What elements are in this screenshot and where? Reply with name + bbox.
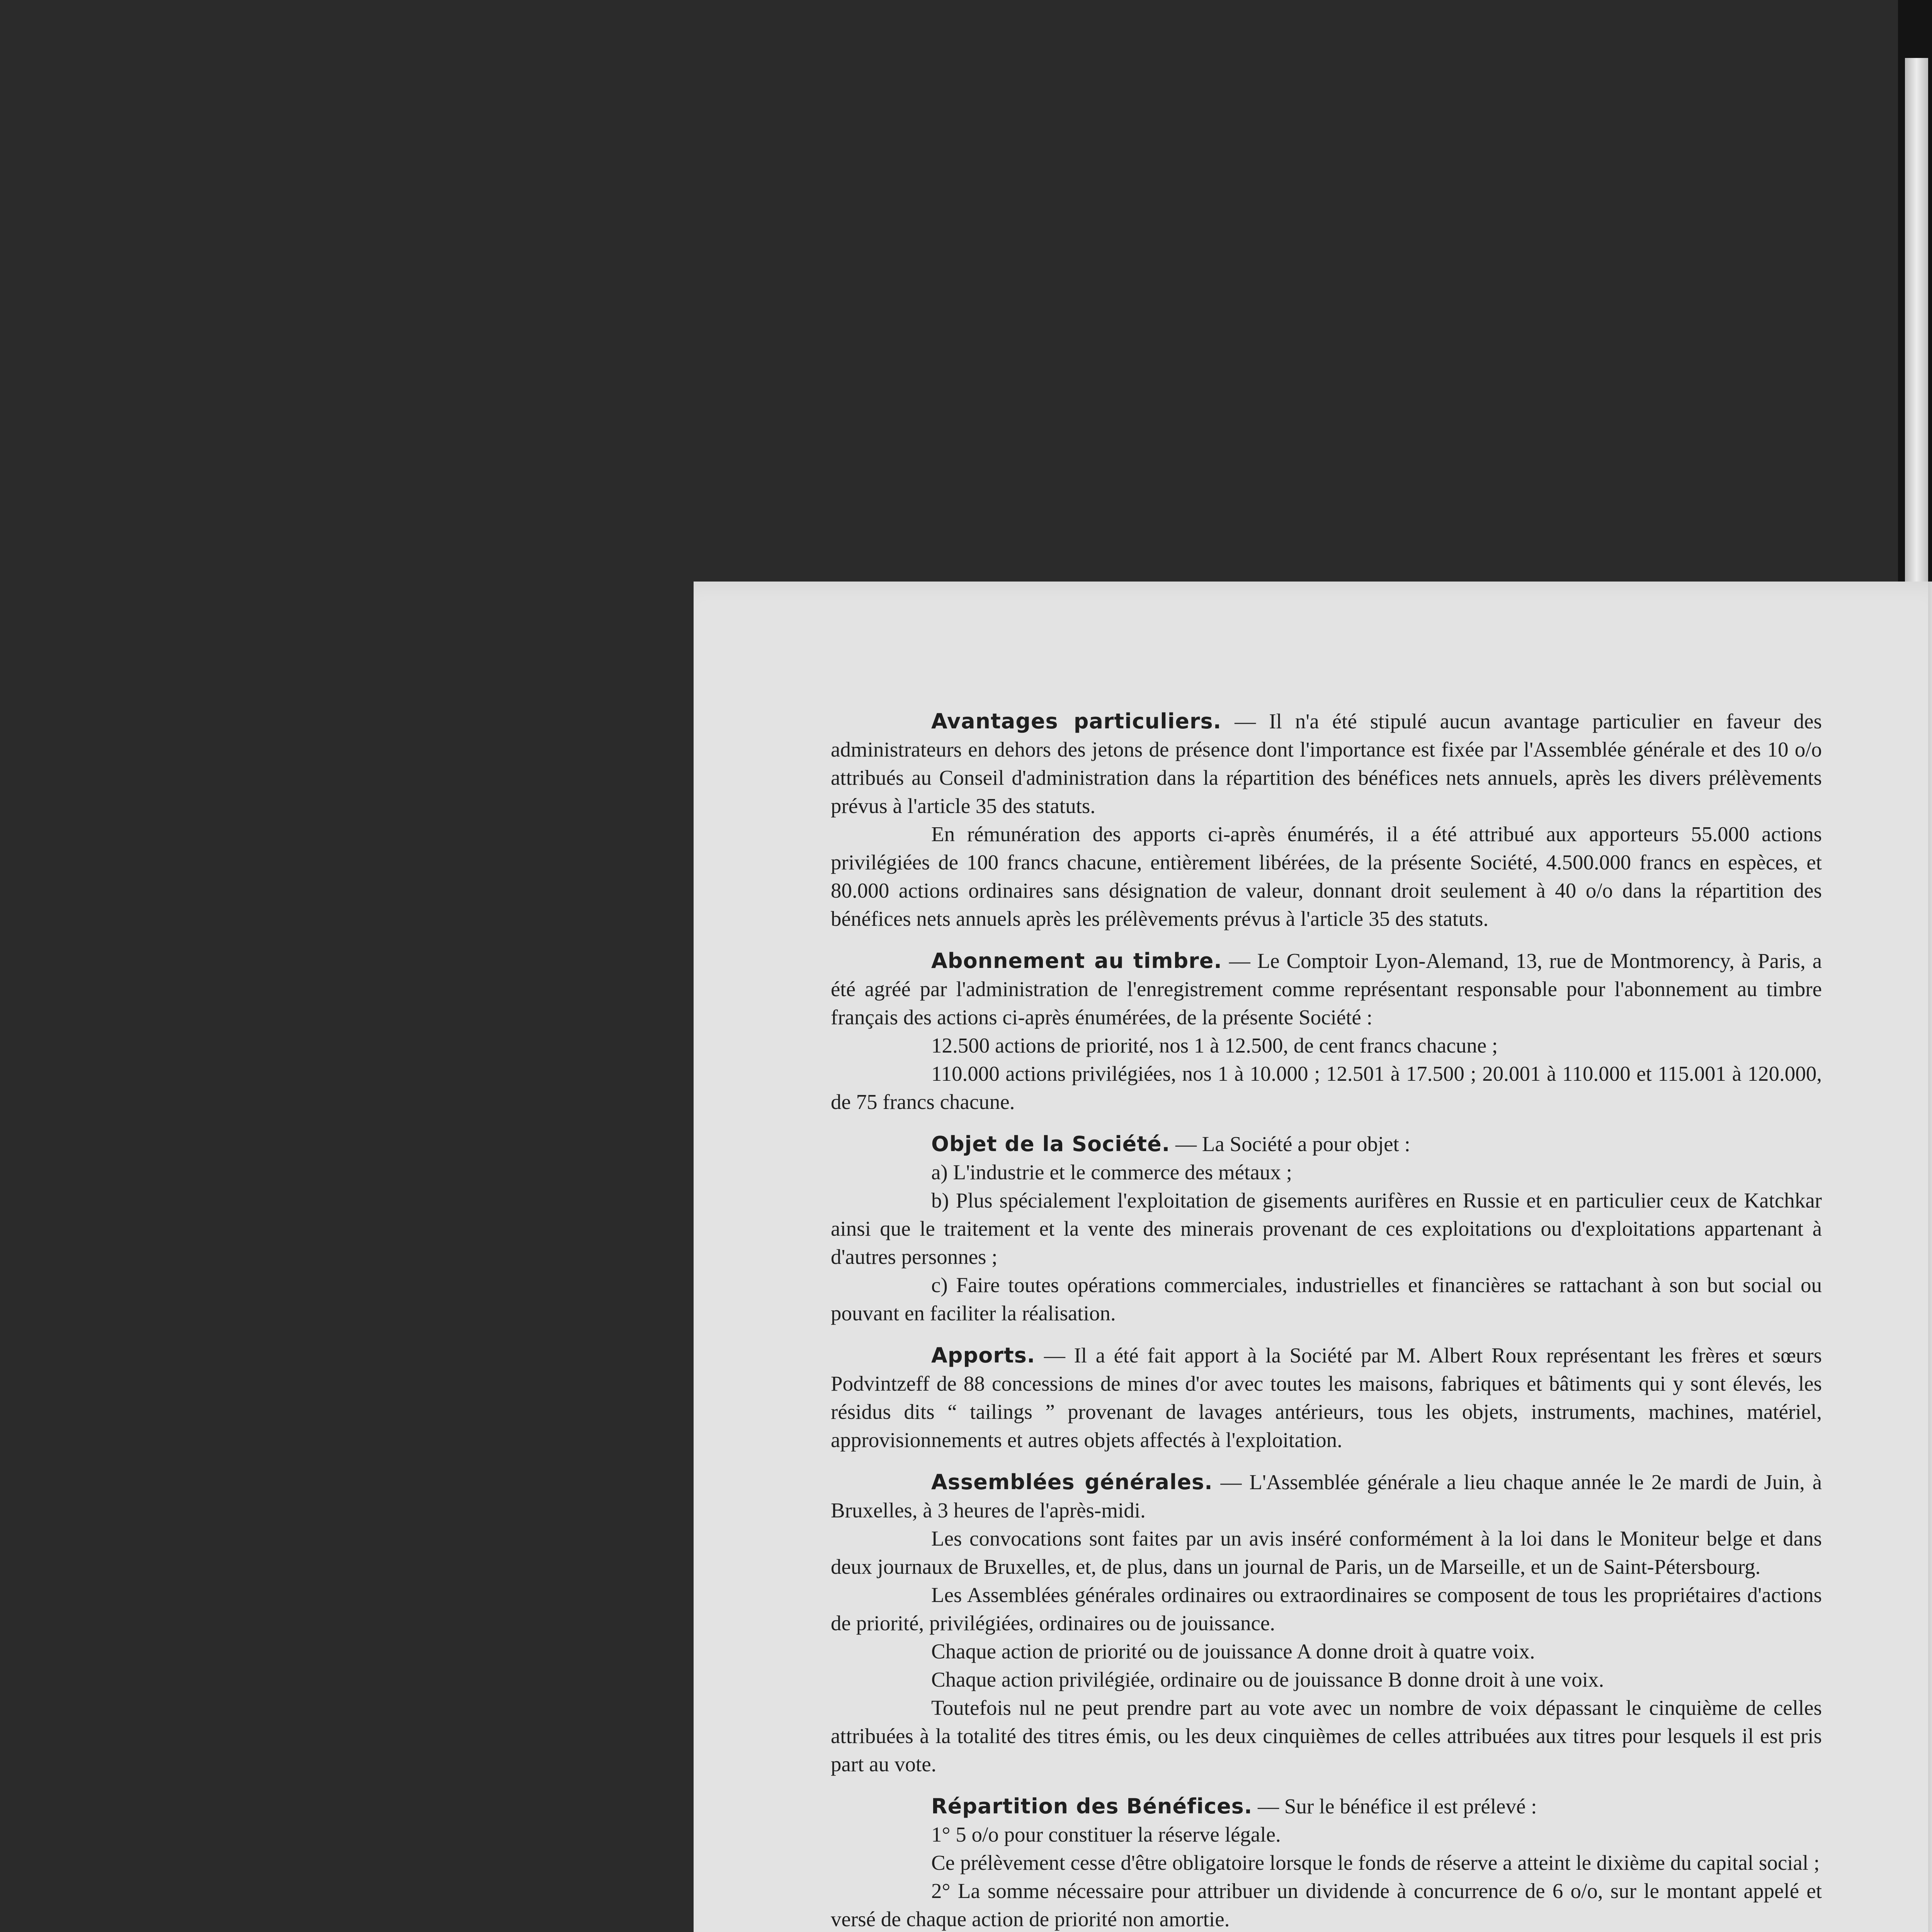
paragraph: 110.000 actions privilégiées, nos 1 à 10.000 ; 12.501 à 17.500 ; 20.001 à 110.000 et 115.001 à 120.000, de 75 francs chacune. bbox=[831, 1062, 1822, 1114]
section-heading: Assemblées générales. bbox=[931, 1470, 1213, 1494]
paragraph-text: Le Comptoir Lyon-Alemand, 13, rue de Montmorency, à Paris, a été agréé par l'administration de l'enregistrement comme représentant responsable pour l'abonnement au timbre français des actions ci-après énumérées, de la présente Société : bbox=[831, 949, 1822, 1029]
section-heading: Apports. bbox=[931, 1343, 1036, 1367]
paragraph: Avantages particuliers. — Il n'a été stipulé aucun avantage particulier en faveur des administrateurs en dehors des jetons de présence dont l'importance est fixée par l'Assemblée générale et des 10 o/o attribués au Conseil d'administration dans la répartition des bénéfices nets annuels, après les divers prélèvements prévus à l'article 35 des statuts. bbox=[831, 709, 1822, 818]
section-objet-de-la-societe bbox=[831, 1130, 1822, 1327]
paragraph: Les convocations sont faites par un avis inséré conformément à la loi dans le Moniteur belge et dans deux journaux de Bruxelles, et, de plus, dans un journal de Paris, un de Marseille, et un de Saint-Pétersbourg. bbox=[831, 1527, 1822, 1578]
paragraph: 12.500 actions de priorité, nos 1 à 12.500, de cent francs chacune ; bbox=[931, 1034, 1498, 1057]
paragraph-text: L'Assemblée générale a lieu chaque année le 2e mardi de Juin, à Bruxelles, à 3 heures de l'après-midi. bbox=[831, 1470, 1822, 1522]
paragraph: Toutefois nul ne peut prendre part au vote avec un nombre de voix dépassant le cinquième de celles attribuées à la totalité des titres émis, ou les deux cinquièmes de celles attribuées aux titres pour lesquels il est pris part au vote. bbox=[831, 1696, 1822, 1776]
section-heading: Objet de la Société. bbox=[931, 1132, 1170, 1156]
paragraph-text: Sur le bénéfice il est prélevé : bbox=[1284, 1794, 1537, 1818]
paragraph-text: Il n'a été stipulé aucun avantage particulier en faveur des administrateurs en dehors des jetons de présence dont l'importance est fixée par l'Assemblée générale et des 10 o/o attribués au Conseil d'administration dans la répartition des bénéfices nets annuels, après les divers prélèvements prévus à l'article 35 des statuts. bbox=[831, 709, 1822, 818]
section-abonnement-au-timbre bbox=[831, 947, 1822, 1116]
paragraph: Chaque action privilégiée, ordinaire ou de jouissance B donne droit à une voix. bbox=[931, 1668, 1604, 1691]
paragraph: En rémunération des apports ci-après énumérés, il a été attribué aux apporteurs 55.000 actions privilégiées de 100 francs chacune, entièrement libérées, de la présente Société, 4.500.000 francs en espèces, et 80.000 actions ordinaires sans désignation de valeur, donnant droit seulement à 40 o/o dans la répartition des bénéfices nets annuels après les prélèvements prévus à l'article 35 des statuts. bbox=[831, 822, 1822, 930]
paragraph: Chaque action de priorité ou de jouissance A donne droit à quatre voix. bbox=[931, 1639, 1535, 1663]
list-item: b) Plus spécialement l'exploitation de gisements aurifères en Russie et en particulier ceux de Katchkar ainsi que le traitement et la vente des minerais provenant de ces exploitations ou d'exploitations appartenant à d'autres personnes ; bbox=[831, 1189, 1822, 1269]
section-heading: Abonnement au timbre. bbox=[931, 949, 1222, 973]
paragraph: Objet de la Société. — La Société a pour objet : bbox=[931, 1132, 1410, 1156]
paragraph: 2° La somme nécessaire pour attribuer un dividende à concurrence de 6 o/o, sur le montant appelé et versé de chaque action de priorité non amortie. bbox=[831, 1879, 1822, 1931]
paragraph: 1° 5 o/o pour constituer la réserve légale. bbox=[931, 1823, 1281, 1846]
page-fold bbox=[1928, 582, 1932, 1932]
section-heading: Répartition des Bénéfices. bbox=[931, 1794, 1253, 1818]
paragraph: Apports. — Il a été fait apport à la Société par M. Albert Roux représentant les frères et sœurs Podvintzeff de 88 concessions de mines d'or avec toutes les maisons, fabriques et bâtiments qui y sont élevés, les résidus dits “ tailings ” provenant de lavages antérieurs, tous les objets, instruments, machines, matériel, approvisionnements et autres objets affectés à l'exploitation. bbox=[831, 1343, 1822, 1452]
list-item: a) L'industrie et le commerce des métaux ; bbox=[931, 1160, 1292, 1184]
section-heading: Avantages particuliers. bbox=[931, 709, 1222, 733]
paragraph: Ce prélèvement cesse d'être obligatoire lorsque le fonds de réserve a atteint le dixième du capital social ; bbox=[931, 1851, 1820, 1874]
paragraph-text: La Société a pour objet : bbox=[1202, 1132, 1410, 1156]
section-assemblees-generales bbox=[831, 1468, 1822, 1778]
document-body bbox=[831, 707, 1822, 1932]
paragraph: Assemblées générales. — L'Assemblée générale a lieu chaque année le 2e mardi de Juin, à Bruxelles, à 3 heures de l'après-midi. bbox=[831, 1470, 1822, 1522]
paragraph: Les Assemblées générales ordinaires ou extraordinaires se composent de tous les propriétaires d'actions de priorité, privilégiées, ordinaires ou de jouissance. bbox=[831, 1583, 1822, 1635]
list-item: c) Faire toutes opérations commerciales, industrielles et financières se rattachant à son but social ou pouvant en faciliter la réalisation. bbox=[831, 1273, 1822, 1325]
paragraph: Répartition des Bénéfices. — Sur le bénéfice il est prélevé : bbox=[931, 1794, 1537, 1818]
paragraph-text: Il a été fait apport à la Société par M. Albert Roux représentant les frères et sœurs Podvintzeff de 88 concessions de mines d'or avec toutes les maisons, fabriques et bâtiments qui y sont élevés, les résidus dits “ tailings ” provenant de lavages antérieurs, tous les objets, instruments, machines, matériel, approvisionnements et autres objets affectés à l'exploitation. bbox=[831, 1344, 1822, 1452]
section-avantages-particuliers bbox=[831, 707, 1822, 933]
section-apports bbox=[831, 1341, 1822, 1454]
paragraph: Abonnement au timbre. — Le Comptoir Lyon-Alemand, 13, rue de Montmorency, à Paris, a été agréé par l'administration de l'enregistrement comme représentant responsable pour l'abonnement au timbre français des actions ci-après énumérées, de la présente Société : bbox=[831, 949, 1822, 1029]
section-repartition-des-benefices bbox=[831, 1792, 1822, 1932]
